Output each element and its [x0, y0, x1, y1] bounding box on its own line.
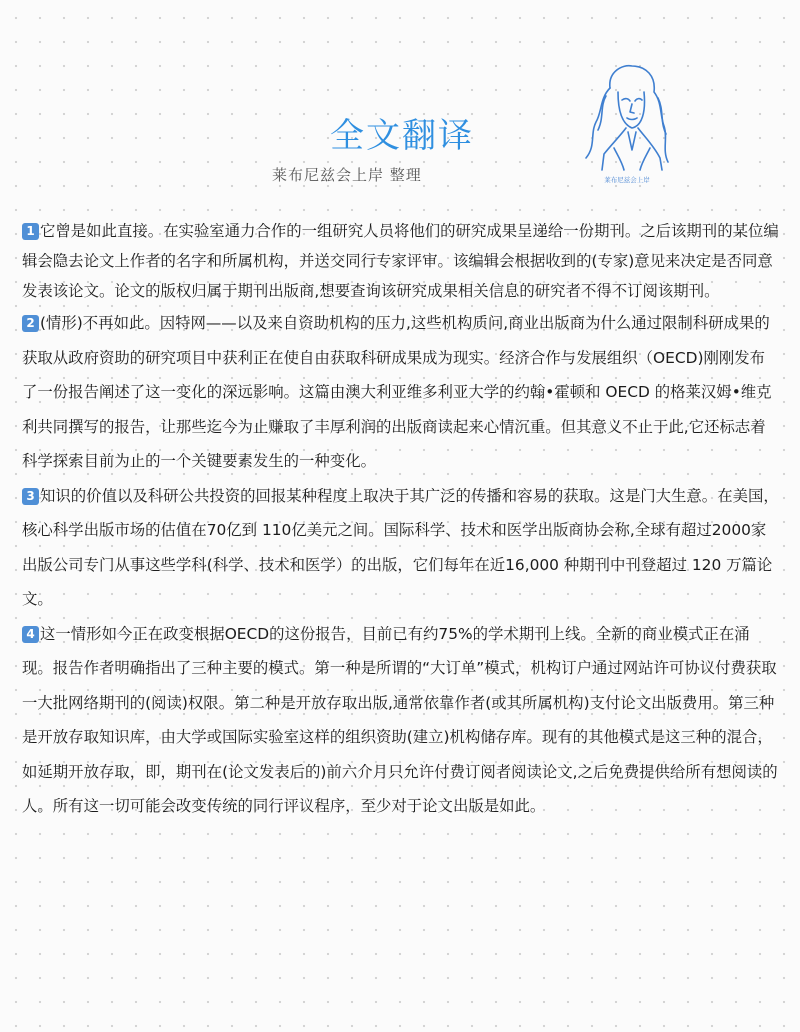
paragraph-4: [22, 617, 780, 824]
paragraph-text: 这一情形如今正在政变根据OECD的这份报告，目前已有约75%的学术期刊上线。全新的商业模式正在涌现。报告作者明确指出了三种主要的模式。第一种是所谓的“大订单”模式，机构订户通过网站许可协议付费获取一大批网络期刊的(阅读)权限。第二种是开放存取出版,通常依靠作者(或其所属机构)支付论文出版费用。第三种是开放存取知识库，由大学或国际实验室这样的组织资助(建立)机构储存库。现有的其他模式是这三种的混合，如延期开放存取，即，期刊在(论文发表后的)前六介月只允许付费订阅者阅读论文,之后免费提供给所有想阅读的人。所有这一切可能会改变传统的同行评议程序，至少对于论文出版是如此。: [22, 624, 778, 815]
paragraph-number-badge: 4: [22, 626, 39, 643]
paragraph-number-badge: 2: [22, 315, 39, 332]
paragraph-number-badge: 3: [22, 488, 39, 505]
leibniz-portrait-sketch-icon: [572, 58, 682, 188]
paragraph-1: [22, 216, 780, 306]
page-subtitle: 莱布尼兹会上岸 整理: [272, 166, 422, 184]
logo-caption: 莱布尼兹会上岸: [604, 176, 650, 184]
paragraph-text: 它曾是如此直接。在实验室通力合作的一组研究人员将他们的研究成果呈递给一份期刊。之后该期刊的某位编辑会隐去论文上作者的名字和所属机构，并送交同行专家评审。该编辑会根据收到的(专家)意见来决定是否同意发表该论文。论文的版权归属于期刊出版商,想要查询该研究成果相关信息的研究者不得不订阅该期刊。: [22, 222, 779, 300]
paragraph-text: 知识的价值以及科研公共投资的回报某种程度上取决于其广泛的传播和容易的获取。这是门大生意。在美国，核心科学出版市场的估值在70亿到 110亿美元之间。国际科学、技术和医学出版商协会称,全球有超过2000家出版公司专门从事这些学科(科学、技术和医学）的出版，它们每年在近16,000 种期刊中刊登超过 120 万篇论文。: [22, 486, 779, 608]
paragraph-number-badge: 1: [22, 223, 39, 240]
page-title: 全文翻译: [330, 116, 474, 156]
paragraph-3: [22, 479, 780, 617]
translation-body: [22, 216, 780, 824]
paragraph-text: (情形)不再如此。因特网——以及来自资助机构的压力,这些机构质问,商业出版商为什么通过限制科研成果的获取从政府资助的研究项目中获利正在使自由获取科研成果成为现实。经济合作与发展组织（OECD)刚刚发布了一份报告阐述了这一变化的深远影响。这篇由澳大利亚维多利亚大学的约翰•霍顿和 OECD 的格莱汉姆•维克利共同撰写的报告，让那些迄今为止赚取了丰厚利润的出版商读起来心情沉重。但其意义不止于此,它还标志着科学探索目前为止的一个关键要素发生的一种变化。: [22, 314, 772, 470]
paragraph-2: [22, 306, 780, 479]
